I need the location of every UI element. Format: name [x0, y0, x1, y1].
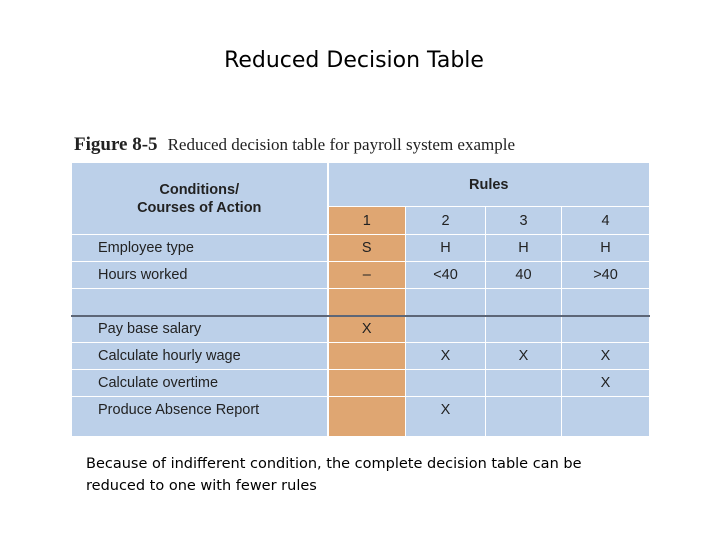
cell-value — [406, 370, 486, 397]
spacer-cell — [486, 289, 562, 316]
cell-value: X — [406, 397, 486, 437]
spacer-cell — [562, 289, 650, 316]
table-row-calculate-hourly-wage — [72, 343, 650, 370]
cell-value: 40 — [486, 262, 562, 289]
cell-value: X — [406, 343, 486, 370]
footnote: Because of indifferent condition, the complete decision table can be reduced to one with fewer rules — [86, 456, 582, 494]
cell-value — [486, 316, 562, 343]
cell-value: – — [328, 262, 406, 289]
condition-label: Hours worked — [72, 262, 328, 289]
rule-number-2: 2 — [406, 207, 486, 235]
action-label: Pay base salary — [72, 316, 328, 343]
cell-value: X — [328, 316, 406, 343]
conditions-header-line2: Courses of Action — [137, 199, 262, 216]
decision-table — [71, 162, 650, 437]
table-row-spacer — [72, 289, 650, 316]
figure-number: Figure 8-5 — [74, 134, 158, 155]
cell-value — [328, 343, 406, 370]
cell-value: S — [328, 235, 406, 262]
cell-value: X — [562, 370, 650, 397]
cell-value — [562, 397, 650, 437]
action-label: Calculate overtime — [72, 370, 328, 397]
cell-value — [406, 316, 486, 343]
spacer-cell — [406, 289, 486, 316]
rule-number-3: 3 — [486, 207, 562, 235]
cell-value: X — [486, 343, 562, 370]
figure-caption — [74, 134, 515, 156]
table-row-employee-type — [72, 235, 650, 262]
table-row-pay-base-salary — [72, 316, 650, 343]
spacer-cell — [72, 289, 328, 316]
table-row-hours-worked — [72, 262, 650, 289]
cell-value — [562, 316, 650, 343]
cell-value: <40 — [406, 262, 486, 289]
table-row-calculate-overtime — [72, 370, 650, 397]
cell-value: H — [406, 235, 486, 262]
cell-value — [328, 397, 406, 437]
action-label: Produce Absence Report — [72, 397, 328, 437]
table-row-produce-absence-report — [72, 397, 650, 437]
rule-number-1: 1 — [328, 207, 406, 235]
cell-value — [486, 397, 562, 437]
cell-value — [486, 370, 562, 397]
cell-value: X — [562, 343, 650, 370]
condition-label: Employee type — [72, 235, 328, 262]
conditions-header — [72, 163, 328, 235]
cell-value: >40 — [562, 262, 650, 289]
cell-value — [328, 370, 406, 397]
figure-caption-text: Reduced decision table for payroll system example — [167, 135, 516, 154]
rule-number-4: 4 — [562, 207, 650, 235]
spacer-cell — [328, 289, 406, 316]
conditions-header-line1: Conditions/ — [159, 181, 240, 198]
cell-value: H — [562, 235, 650, 262]
rules-header: Rules — [328, 163, 650, 207]
cell-value: H — [486, 235, 562, 262]
action-label: Calculate hourly wage — [72, 343, 328, 370]
slide-title: Reduced Decision Table — [224, 48, 484, 73]
